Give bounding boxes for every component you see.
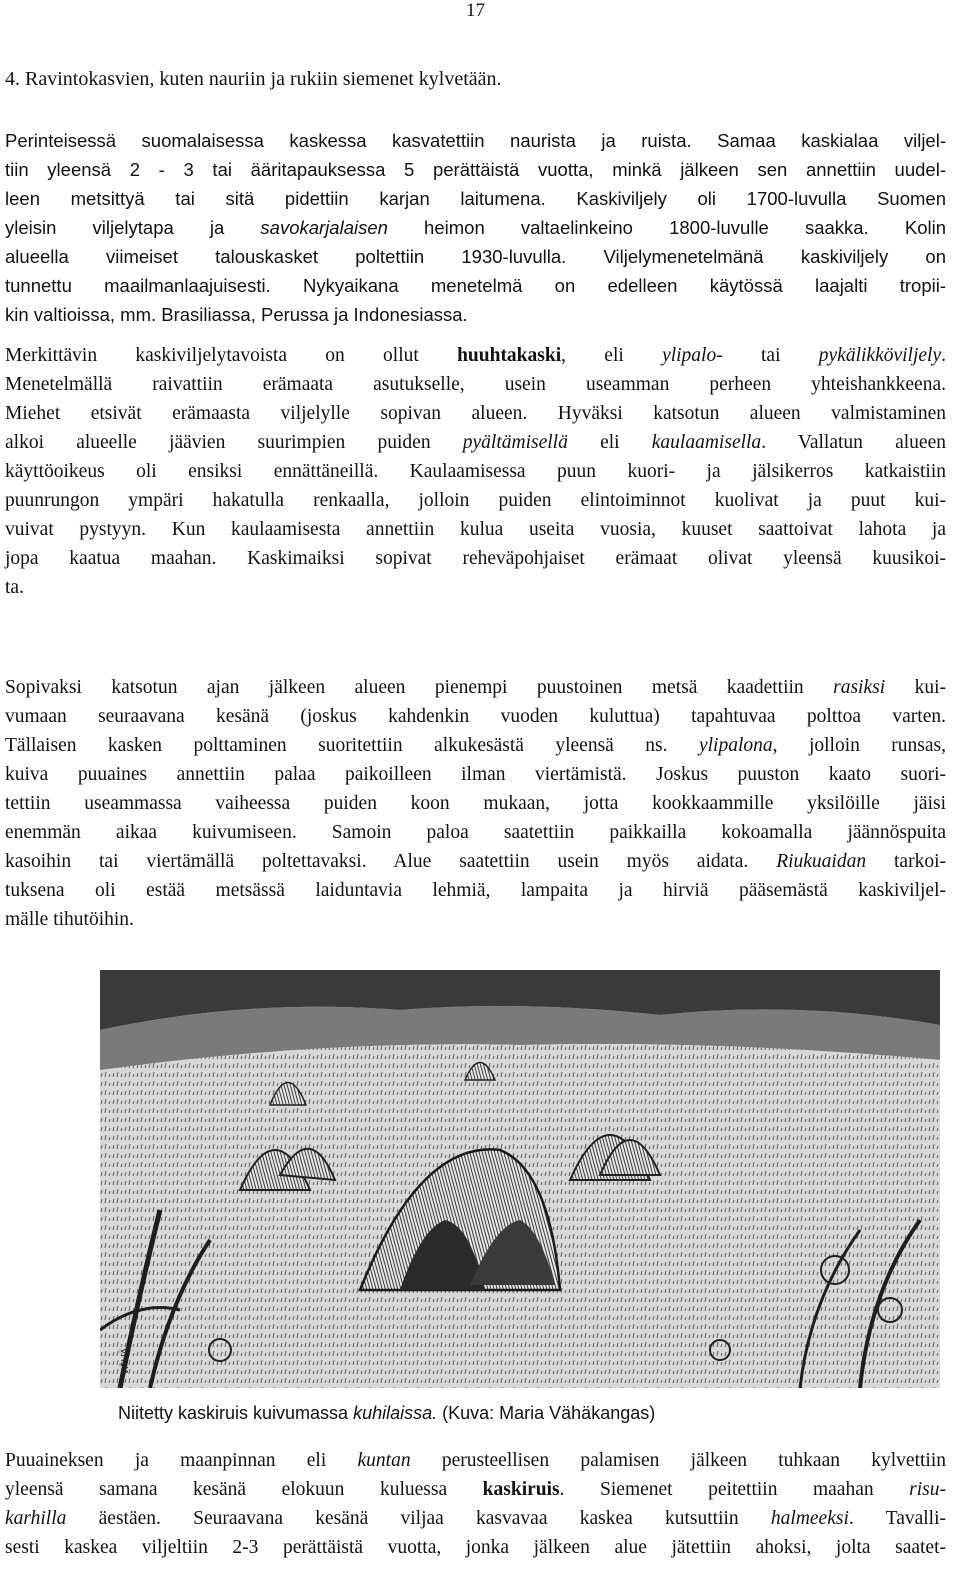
paragraph-3 <box>5 673 946 934</box>
text-line: ta. <box>5 577 24 598</box>
text-line: tuksena oli estää metsässä laiduntavia lehmiä, lampaita ja hirviä pääsemästä kaskiviljel- <box>5 880 946 901</box>
text-line: Sopivaksi katsotun ajan jälkeen alueen pienempi puustoinen metsä kaadettiin rasiksi kui- <box>5 677 946 698</box>
figure-caption: Niitetty kaskiruis kuivumassa kuhilaissa. (Kuva: Maria Vähäkangas) <box>118 1403 656 1423</box>
text-line: Puuaineksen ja maanpinnan eli kuntan perusteellisen palamisen jälkeen tuhkaan kylvettiin <box>5 1450 946 1471</box>
text-line: käyttöoikeus oli ensiksi ennättäneillä. Kaulaamisessa puun kuori- ja jälsikerros katkaistiin <box>5 461 946 482</box>
text-line: Menetelmällä raivattiin erämaata asutukselle, usein useamman perheen yhteishankkeena. <box>5 374 946 395</box>
text-line: vumaan seuraavana kesänä (joskus kahdenkin vuoden kuluttua) tapahtuvaa polttoa varten. <box>5 706 946 727</box>
text-line: yleensä samana kesänä elokuun kuluessa kaskiruis. Siemenet peitettiin maahan risu- <box>5 1479 947 1500</box>
text-line: alueella viimeiset talouskasket poltettiin 1930-luvulla. Viljelymenetelmänä kaskiviljely on <box>5 246 946 267</box>
text-line: tiin yleensä 2 - 3 tai ääritapauksessa 5 perättäistä vuotta, minkä jälkeen sen annettiin uudel- <box>5 159 946 180</box>
section-heading: 4. Ravintokasvien, kuten nauriin ja rukiin siemenet kylvetään. <box>5 68 502 90</box>
text-line: alkoi alueelle jäävien suurimpien puiden pyältämisellä eli kaulaamisella. Vallatun alueen <box>5 432 946 453</box>
text-line: Merkittävin kaskiviljelytavoista on ollut huuhtakaski, eli ylipalo- tai pykälikköviljely. <box>5 345 946 366</box>
text-line: mälle tihutöihin. <box>5 909 134 930</box>
text-line: kasoihin tai viertämällä poltettavaksi. Alue saatettiin usein myös aidata. Riukuaidan tarkoi- <box>5 851 946 872</box>
text-line: sesti kaskea viljeltiin 2-3 perättäistä vuotta, jonka jälkeen alue jätettiin ahoksi, jolta saatet- <box>5 1537 946 1558</box>
text-line: yleisin viljelytapa ja savokarjalaisen heimon valtaelinkeino 1800-luvulle saakka. Kolin <box>5 217 946 238</box>
page-number: 17 <box>466 0 485 21</box>
paragraph-1 <box>5 126 946 329</box>
illustration-signature: VÄHÄ <box>120 1347 131 1375</box>
text-line: enemmän aikaa kuivumiseen. Samoin paloa saatettiin paikkailla kokoamalla jäännöspuita <box>5 822 946 843</box>
text-line: kin valtioissa, mm. Brasiliassa, Perussa ja Indonesiassa. <box>5 304 468 325</box>
text-line: kuiva puuaines annettiin palaa paikoilleen ilman viertämistä. Joskus puuston kaato suori- <box>5 764 946 785</box>
paragraph-4 <box>5 1446 946 1562</box>
text-line: tunnettu maailmanlaajuisesti. Nykyaikana menetelmä on edelleen käytössä laajalti tropii- <box>5 275 946 296</box>
text-line: tettiin useammassa vaiheessa puiden koon mukaan, jotta kookkaammille yksilöille jäisi <box>5 793 946 814</box>
text-line: vuivat pystyyn. Kun kaulaamisesta annettiin kulua useita vuosia, kuuset saattoivat lahota ja <box>5 519 946 540</box>
text-line: karhilla äestäen. Seuraavana kesänä viljaa kasvavaa kaskea kutsuttiin halmeeksi. Tavalli- <box>5 1508 946 1529</box>
text-line: leen metsittyä tai sitä pidettiin karjan laitumena. Kaskiviljely oli 1700-luvulla Suomen <box>5 188 946 209</box>
paragraph-2 <box>5 341 946 602</box>
text-line: puunrungon ympäri hakatulla renkaalla, jolloin puiden elintoiminnot kuolivat ja puut kui- <box>5 490 946 511</box>
text-line: jopa kaatua maahan. Kaskimaiksi sopivat reheväpohjaiset erämaat olivat yleensä kuusikoi- <box>5 548 946 569</box>
text-line: Perinteisessä suomalaisessa kaskessa kasvatettiin naurista ja ruista. Samaa kaskialaa viljel- <box>5 130 946 151</box>
text-line: Miehet etsivät erämaasta viljelylle sopivan alueen. Hyväksi katsotun alueen valmistaminen <box>5 403 946 424</box>
text-line: Tällaisen kasken polttaminen suoritettiin alkukesästä yleensä ns. ylipalona, jolloin runsas, <box>5 735 947 756</box>
kuhilas-illustration <box>100 970 940 1388</box>
